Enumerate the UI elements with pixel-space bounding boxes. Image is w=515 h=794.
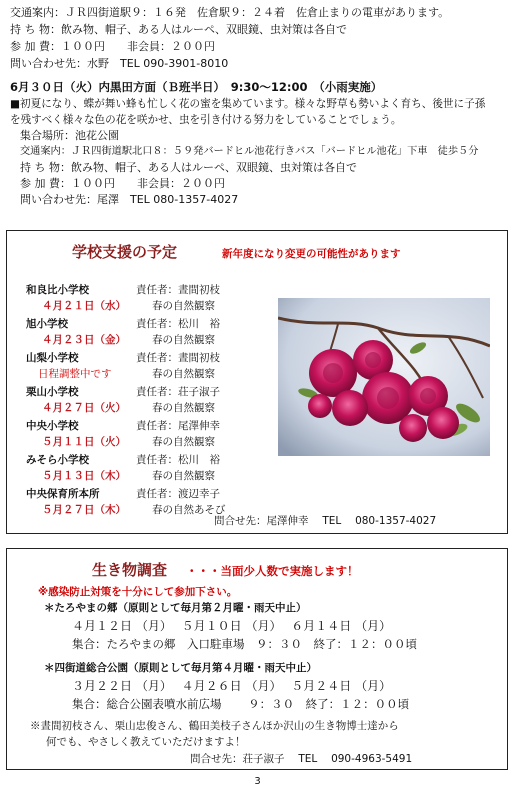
creature-survey-title: 生き物調査: [92, 561, 168, 579]
school-person: 責任者：晝間初枝: [136, 284, 220, 296]
event-items: 持 ち 物：飲み物、帽子、ある人はルーペ、双眼鏡、虫対策は各自で: [20, 161, 357, 174]
school-support-contact: 問合せ先：尾澤伸幸 TEL 080-1357-4027: [214, 515, 437, 527]
creature-note-1: ※晝間初枝さん、栗山忠俊さん、鶴田美枝子さんほか沢山の生き物博士達から: [30, 720, 399, 732]
school-name: 栗山小学校: [26, 386, 79, 398]
event-desc-2: を残すべく様々な色の花を咲かせ、虫を引き付ける努力をしていることでしょう。: [10, 114, 402, 126]
event-contact: 問い合わせ先：尾澤 TEL 080-1357-4027: [20, 193, 239, 206]
location-2-dates: ３月２２日 （月） ４月２６日 （月） ５月２４日 （月）: [72, 679, 392, 693]
top-access-line: 交通案内：ＪＲ四街道駅９：１６発 佐倉駅９：２４着 佐倉止まりの電車があります。: [10, 6, 450, 19]
event-meeting: 集合場所：池花公園: [20, 129, 119, 142]
school-theme: 春の自然観察: [152, 334, 215, 346]
creature-survey-subtitle: ・・・当面少人数で実施します！: [186, 564, 359, 578]
school-theme: 春の自然観察: [152, 470, 215, 482]
school-theme: 春の自然観察: [152, 300, 215, 312]
creature-survey-warning: ※感染防止対策を十分にして参加下さい。: [38, 586, 238, 598]
school-name: 山梨小学校: [26, 352, 79, 364]
event-desc-1: ■初夏になり、蝶が舞い蜂も忙しく花の蜜を集めています。様々な野草も勢いよく育ち、後世に子孫: [10, 98, 486, 110]
camellia-flower-image: [278, 298, 490, 456]
school-theme: 春の自然観察: [152, 368, 215, 380]
top-fee-line: 参 加 費：１００円 非会員：２００円: [10, 40, 215, 53]
school-person: 責任者：荘子淑子: [136, 386, 220, 398]
location-1-dates: ４月１２日 （月） ５月１０日 （月） ６月１４日 （月）: [72, 619, 392, 633]
school-date: ４月２３日（金）: [42, 334, 126, 346]
school-date: 日程調整中です: [38, 368, 112, 380]
school-date: ５月１１日（火）: [42, 436, 126, 448]
school-date: ５月１３日（木）: [42, 470, 126, 482]
school-theme: 春の自然観察: [152, 402, 215, 414]
school-name: 和良比小学校: [26, 284, 89, 296]
school-date: ４月２１日（水）: [42, 300, 126, 312]
location-2-name: ＊四街道総合公園（原則として毎月第４月曜・雨天中止）: [44, 662, 317, 674]
event-fee: 参 加 費：１００円 非会員：２００円: [20, 177, 225, 190]
school-name: 旭小学校: [26, 318, 68, 330]
school-name: 中央保育所本所: [26, 488, 100, 500]
page-number: 3: [254, 776, 261, 787]
location-1-meeting: 集合：たろやまの郷 入口駐車場 ９：３０ 終了：１２：００頃: [72, 637, 417, 651]
school-date: ４月２７日（火）: [42, 402, 126, 414]
school-person: 責任者：尾澤伸幸: [136, 420, 220, 432]
location-1-name: ＊たろやまの郷（原則として毎月第２月曜・雨天中止）: [44, 602, 307, 614]
school-person: 責任者：晝間初枝: [136, 352, 220, 364]
creature-note-2: 何でも、やさしく教えていただけますよ！: [46, 736, 246, 748]
location-2-meeting: 集合：総合公園表噴水前広場 ９：３０ 終了：１２：００頃: [72, 697, 410, 711]
school-person: 責任者：渡辺幸子: [136, 488, 220, 500]
school-theme: 春の自然観察: [152, 436, 215, 448]
school-support-notice: 新年度になり変更の可能性があります: [222, 248, 401, 260]
top-items-line: 持 ち 物：飲み物、帽子、ある人はルーペ、双眼鏡、虫対策は各自で: [10, 23, 347, 36]
creature-survey-contact: 問合せ先：荘子淑子 TEL 090-4963-5491: [190, 753, 413, 765]
school-theme: 春の自然あそび: [152, 504, 226, 516]
event-heading: 6月３０日（火）内黒田方面（Ｂ班半日） 9:30～12:00 （小雨実施）: [10, 80, 383, 94]
school-date: ５月２７日（木）: [42, 504, 126, 516]
school-person: 責任者：松川 裕: [136, 318, 220, 330]
school-person: 責任者：松川 裕: [136, 454, 220, 466]
school-support-title: 学校支援の予定: [72, 243, 178, 261]
school-name: 中央小学校: [26, 420, 79, 432]
school-name: みそら小学校: [26, 454, 89, 466]
event-access: 交通案内：ＪＲ四街道駅北口８：５９発バードヒル池花行きバス「バードヒル池花」下車 徒歩５分: [20, 146, 479, 157]
top-contact-line: 問い合わせ先：水野 TEL 090-3901-8010: [10, 57, 229, 70]
flower-photo: [278, 298, 490, 456]
